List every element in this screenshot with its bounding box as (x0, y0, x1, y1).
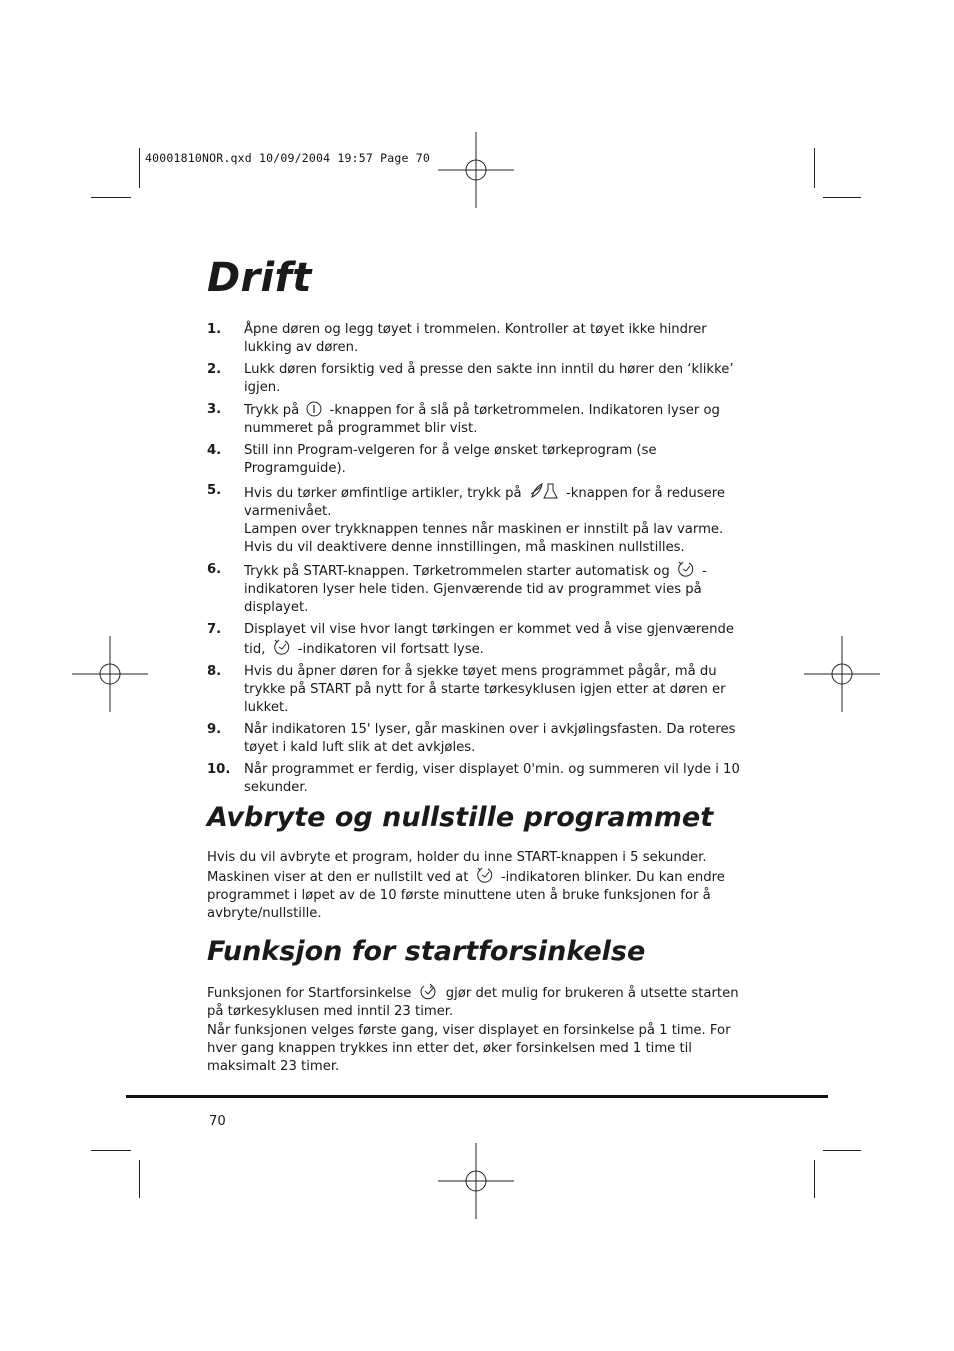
drying-timer-icon (273, 639, 291, 656)
step-text: Lukk døren forsiktig ved å presse den sakte inn inntil du hører den ‘klikke’ igjen. (244, 362, 734, 395)
step-text: Displayet vil vise hvor langt tørkingen er kommet ved å vise gjenværende tid, (244, 622, 734, 657)
list-item (207, 561, 752, 617)
step-text: -indikatoren vil fortsatt lyse. (293, 642, 484, 657)
paragraph-text: -indikatoren blinker. Du kan endre programmet i løpet av de 10 første minuttene uten å bruke funksjonen for å avbryte/nullstille. (207, 870, 725, 921)
step-text: Lampen over trykknappen tennes når maskinen er innstilt på lav varme. Hvis du vil deaktivere denne innstillingen, må maskinen nullstilles. (244, 522, 724, 555)
step-number: 8. (207, 664, 222, 679)
step-number: 4. (207, 443, 222, 458)
paragraph-text: gjør det mulig for brukeren å utsette starten på tørkesyklusen med inntil 23 timer. (207, 986, 739, 1019)
step-text: Still inn Program-velgeren for å velge ønsket tørkeprogram (se Programguide). (244, 443, 657, 476)
registration-mark-icon (72, 636, 148, 712)
section-heading-reset: Avbryte og nullstille programmet (207, 802, 714, 833)
list-item (207, 361, 752, 397)
power-icon (306, 401, 322, 417)
list-item (207, 401, 752, 438)
step-number: 6. (207, 562, 222, 577)
step-text: Åpne døren og legg tøyet i trommelen. Kontroller at tøyet ikke hindrer lukking av døren. (244, 322, 707, 355)
print-slug: 40001810NOR.qxd 10/09/2004 19:57 Page 70 (145, 151, 430, 165)
crop-mark (814, 148, 815, 188)
list-item (207, 761, 752, 797)
step-number: 3. (207, 402, 222, 417)
step-text: Hvis du åpner døren for å sjekke tøyet mens programmet pågår, må du trykke på START på nytt for å starte tørkesyklusen igjen etter at døren er lukket. (244, 664, 726, 715)
footer-rule (126, 1095, 828, 1098)
page-title: Drift (207, 255, 312, 301)
crop-mark (91, 197, 131, 198)
step-number: 10. (207, 762, 231, 777)
crop-mark (823, 1150, 861, 1151)
page-number: 70 (209, 1114, 226, 1129)
step-number: 2. (207, 362, 222, 377)
list-item (207, 442, 752, 478)
list-item (207, 663, 752, 717)
list-item (207, 482, 752, 557)
registration-mark-icon (438, 1143, 514, 1219)
crop-mark (139, 148, 140, 188)
step-number: 5. (207, 483, 222, 498)
section-delay-text-1 (207, 983, 752, 1021)
crop-mark (823, 197, 861, 198)
section-delay-text-2: Når funksjonen velges første gang, viser displayet en forsinkelse på 1 time. For hver gang knappen trykkes inn etter det, øker forsinkelsen med 1 time til maksimalt 23 timer. (207, 1023, 731, 1074)
list-item (207, 721, 752, 757)
step-text: - indikatoren lyser hele tiden. Gjenværende tid av programmet vies på displayet. (244, 564, 707, 615)
drying-timer-icon (677, 561, 695, 578)
crop-mark (139, 1160, 140, 1198)
crop-mark (91, 1150, 131, 1151)
step-number: 7. (207, 622, 222, 637)
delicate-fabric-icon (529, 482, 559, 500)
step-text: Når indikatoren 15' lyser, går maskinen over i avkjølingsfasten. Da roteres tøyet i kald luft slik at det avkjøles. (244, 722, 736, 755)
crop-mark (814, 1160, 815, 1198)
step-text: Trykk på (244, 403, 304, 418)
paragraph-text: Funksjonen for Startforsinkelse (207, 986, 416, 1001)
drying-timer-icon (476, 867, 494, 884)
instruction-list (207, 321, 752, 801)
section-heading-delay: Funksjon for startforsinkelse (207, 936, 646, 967)
paragraph-text: Hvis du vil avbryte et program, holder du inne START-knappen i 5 sekunder. Maskinen viser at den er nullstilt ved at (207, 850, 707, 885)
registration-mark-icon (438, 132, 514, 208)
section-reset-text (207, 849, 752, 923)
registration-mark-icon (804, 636, 880, 712)
step-text: Trykk på START-knappen. Tørketrommelen starter automatisk og (244, 564, 674, 579)
delay-start-icon (419, 983, 439, 1000)
step-text: -knappen for å slå på tørketrommelen. Indikatoren lyser og nummeret på programmet blir vist. (244, 403, 720, 436)
list-item (207, 621, 752, 659)
list-item (207, 321, 752, 357)
step-text: Hvis du tørker ømfintlige artikler, trykk på (244, 486, 526, 501)
step-number: 1. (207, 322, 222, 337)
step-text: -knappen for å redusere varmenivået. (244, 486, 725, 519)
step-text: Når programmet er ferdig, viser displayet 0'min. og summeren vil lyde i 10 sekunder. (244, 762, 740, 795)
step-number: 9. (207, 722, 222, 737)
